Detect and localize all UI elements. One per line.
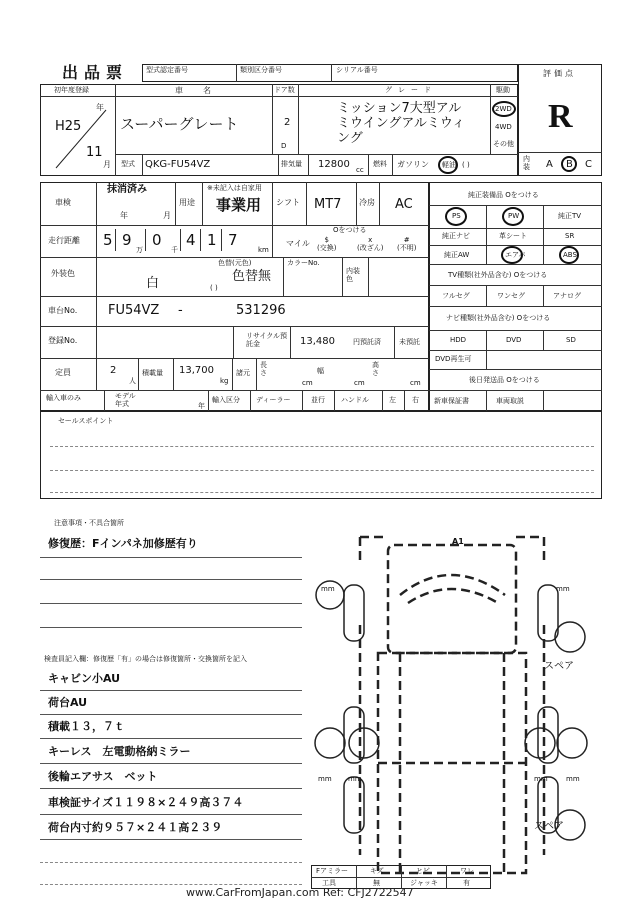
model-year-unit: 年 <box>198 402 205 410</box>
equip-airbag: エアバ <box>505 251 526 259</box>
drive-2wd-circle <box>492 101 516 117</box>
equip-abs-circle <box>559 246 579 264</box>
load-unit: kg <box>220 377 229 385</box>
year-unit: 年 <box>96 103 104 112</box>
height-label: 高さ <box>372 361 379 377</box>
mileage-digit-4: 4 <box>186 231 196 249</box>
legend-row-4: 有 <box>463 879 470 887</box>
shift-value: MT7 <box>314 197 342 212</box>
interior-grade-a: A <box>546 159 553 170</box>
mileage-label: 走行距離 <box>48 236 80 245</box>
equip-navi: 純正ナビ <box>442 232 470 240</box>
import-label: 輸入車のみ <box>46 394 81 402</box>
note-line-4: キーレス 左電動格納ミラー <box>48 745 191 758</box>
capacity-label: 定員 <box>55 368 71 377</box>
tire-mm-5: mm <box>321 585 335 593</box>
shift-label: シフト <box>276 198 300 207</box>
capacity-unit: 人 <box>129 377 136 385</box>
capacity-value: 2 <box>110 365 117 376</box>
mile-opt-tamper: x (改ざん) <box>357 236 384 252</box>
navi-title: ナビ種類(社外品含む) Oをつける <box>446 314 551 322</box>
displacement-value: 12800 <box>318 159 350 170</box>
shaken-label: 車検 <box>55 198 71 207</box>
note-line-5: 後輪エアサス ベット <box>48 770 158 783</box>
tire-mm-6: mm <box>556 585 570 593</box>
first-reg-month: 11 <box>86 145 103 160</box>
irogae-value: 色替無 <box>232 269 272 284</box>
note-line-2: 荷台AU <box>48 696 88 709</box>
after-title: 後日発送品 Oをつける <box>469 376 540 384</box>
sales-point-label: セールスポイント <box>58 417 114 425</box>
header-id-boxes <box>142 64 518 82</box>
after-warranty: 新車保証書 <box>434 397 469 405</box>
interior-color-label: 内装色 <box>346 267 360 284</box>
model-value: QKG-FU54VZ <box>145 159 211 170</box>
tire-mm-1: mm <box>318 775 332 783</box>
tv-fullseg: フルセグ <box>442 292 470 300</box>
drive-4wd: 4WD <box>495 123 512 131</box>
model-label: 型式 <box>121 160 135 168</box>
note-line-6: 車検証サイズ１１９８×２４９高３７４ <box>48 796 244 809</box>
fuel-label: 燃料 <box>373 160 387 168</box>
model-year-label: モデル年式 <box>115 392 136 408</box>
equip-ps-circle <box>445 207 467 226</box>
load-value: 13,700 <box>179 365 214 376</box>
man-unit: 万 <box>136 246 143 254</box>
cooler-value: AC <box>395 197 413 212</box>
handle-label: ハンドル <box>341 396 369 404</box>
purpose-value: 事業用 <box>216 196 262 214</box>
tv-oneseg: ワンセグ <box>497 292 525 300</box>
month-unit: 月 <box>103 160 111 169</box>
interior-grade-c: C <box>585 159 592 170</box>
fuel-circle <box>438 156 458 174</box>
interior-grade-b: B <box>566 159 573 170</box>
doors-label: ドア数 <box>274 86 295 94</box>
length-cm: cm <box>302 379 313 387</box>
tire-mm-4: mm <box>566 775 580 783</box>
grade-line1: ミッション7大型アル <box>337 101 462 116</box>
note-line-3: 積載１３，７ｔ <box>48 720 125 733</box>
shaken-month-unit: 月 <box>163 211 171 220</box>
after-manual: 車両取説 <box>496 397 524 405</box>
chassis-label: 車台No. <box>48 306 78 315</box>
cc-unit: cc <box>356 166 364 174</box>
score-label: 評価点 <box>543 69 576 78</box>
handle-left: 左 <box>389 396 396 404</box>
note-line-1: キャビン小AU <box>48 672 121 685</box>
equip-pw-circle <box>502 207 524 226</box>
exterior-label: 外装色 <box>51 269 75 278</box>
reg-label: 登録No. <box>48 336 78 345</box>
color-no-label: カラーNo. <box>287 259 320 267</box>
tire-mm-3: mm <box>534 775 548 783</box>
mileage-digit-5: 1 <box>207 231 217 249</box>
legend-head-4: ワレ <box>460 867 474 875</box>
ruibetsu-label: 類別区分番号 <box>240 66 282 74</box>
drive-label: 駆動 <box>496 86 510 94</box>
tire-mm-2: mm <box>348 775 362 783</box>
first-reg-year: H25 <box>55 119 82 134</box>
navi-dvd: DVD <box>506 336 522 344</box>
displacement-label: 排気量 <box>281 160 302 168</box>
width-label: 幅 <box>317 367 324 375</box>
dealer-opt: ディーラー <box>256 396 291 404</box>
height-cm: cm <box>410 379 421 387</box>
damage-mark-a1: A1 <box>452 537 464 546</box>
irogae-label: 色替(元色) <box>218 259 252 267</box>
grade-label: グレード <box>385 86 437 94</box>
equip-sr: SR <box>565 232 575 240</box>
car-name-label: 車名 <box>175 86 231 95</box>
tv-title: TV種類(社外品含む) Oをつける <box>448 271 548 279</box>
car-name-value: スーパーグレート <box>120 115 239 133</box>
recycle-unpaid: 未預託 <box>399 338 420 346</box>
mileage-digit-6: 7 <box>228 231 238 249</box>
exterior-value: 白 <box>146 276 160 291</box>
mileage-digit-3: 0 <box>152 231 162 249</box>
doors-value: 2 <box>284 117 291 128</box>
note-line-7: 荷台内寸約９５７×２４１高２３９ <box>48 821 223 834</box>
equip-airbag-circle <box>501 246 526 264</box>
legend-head-3: ヒビ <box>416 867 430 875</box>
interior-grade-circle <box>561 156 577 172</box>
fuel-paren: ( ) <box>462 161 470 169</box>
equip-abs: ABS <box>563 251 577 259</box>
score-value: R <box>548 98 573 135</box>
mileage-digit-2: 9 <box>122 231 132 249</box>
spare-label-2: スペア <box>534 821 564 832</box>
dvd-playable: DVD再生可 <box>435 355 472 363</box>
tv-analog: アナログ <box>553 292 581 300</box>
legend-row-1: 工具 <box>322 879 336 887</box>
legend-row-2: 無 <box>373 879 380 887</box>
sales-point-box <box>40 411 602 499</box>
legend-row-3: ジャッキ <box>410 879 438 887</box>
chassis-dash: - <box>178 303 183 318</box>
caution-label: 注意事項・不具合箇所 <box>54 519 124 527</box>
inspector-label: 検査員記入欄：修復歴「有」の場合は修復箇所・交換箇所を記入 <box>44 655 247 663</box>
doors-unit: D <box>281 142 287 150</box>
mile-label: マイル <box>286 239 310 248</box>
drive-2wd: 2WD <box>495 105 512 113</box>
katashiki-label: 型式認定番号 <box>146 66 188 74</box>
recycle-unit: 円預託済 <box>353 338 381 346</box>
mile-opt-exchange: $ (交換) <box>317 236 337 252</box>
legend-head-2: キズ <box>370 867 384 875</box>
interior-label: 内装 <box>523 155 530 171</box>
grade-line2: ミウイングアルミウィ <box>337 116 466 131</box>
sen-unit: 千 <box>171 246 178 254</box>
equip-leather: 革シート <box>499 232 527 240</box>
fuel-gasoline: ガソリン <box>397 160 429 169</box>
shaken-year-unit: 年 <box>120 211 128 220</box>
km-unit: km <box>258 246 269 254</box>
mile-opt-unknown: # (不明) <box>397 236 417 252</box>
drive-other: その他 <box>493 140 514 148</box>
equip-aw: 純正AW <box>444 251 470 259</box>
mile-circle-instr: Oをつける <box>333 226 367 234</box>
purpose-note: ※未記入は自家用 <box>207 184 262 192</box>
fuel-diesel: 軽油 <box>442 161 456 169</box>
form-title: 出品票 <box>62 63 129 82</box>
equip-tv: 純正TV <box>558 212 582 220</box>
equip-pw: PW <box>508 212 520 220</box>
import-kubun-label: 輸入区分 <box>212 396 240 404</box>
navi-hdd: HDD <box>450 336 467 344</box>
irogae-paren: ( ) <box>210 284 218 292</box>
repair-history: 修復歴：Fインパネ加修歴有り <box>48 537 198 550</box>
cooler-label: 冷房 <box>359 198 375 207</box>
length-label: 長さ <box>260 361 267 377</box>
legend-head-1: Fアミラー <box>316 867 349 875</box>
spare-label-1: スペア <box>544 661 574 672</box>
recycle-value: 13,480 <box>300 336 335 347</box>
handle-right: 右 <box>412 396 419 404</box>
recycle-label: リサイクル預託金 <box>246 332 288 349</box>
grade-line3: ング <box>337 131 363 146</box>
navi-sd: SD <box>566 336 576 344</box>
first-reg-label: 初年度登録 <box>54 86 89 94</box>
load-label: 積載量 <box>142 369 163 377</box>
serial-label: シリアル番号 <box>336 66 378 74</box>
equip-ps: PS <box>452 212 461 220</box>
chassis-number: 531296 <box>236 303 286 318</box>
watermark-text: www.CarFromJapan.com Ref: CFJ2722547 <box>186 886 414 899</box>
parallel-opt: 並行 <box>311 396 325 404</box>
chassis-prefix: FU54VZ <box>108 303 160 318</box>
purpose-label: 用途 <box>179 198 195 207</box>
mileage-digit-1: 5 <box>103 231 113 249</box>
shaken-value: 抹消済み <box>107 184 147 195</box>
genuine-title: 純正装備品 Oをつける <box>468 191 539 199</box>
width-cm: cm <box>354 379 365 387</box>
dims-label: 諸元 <box>236 369 250 377</box>
